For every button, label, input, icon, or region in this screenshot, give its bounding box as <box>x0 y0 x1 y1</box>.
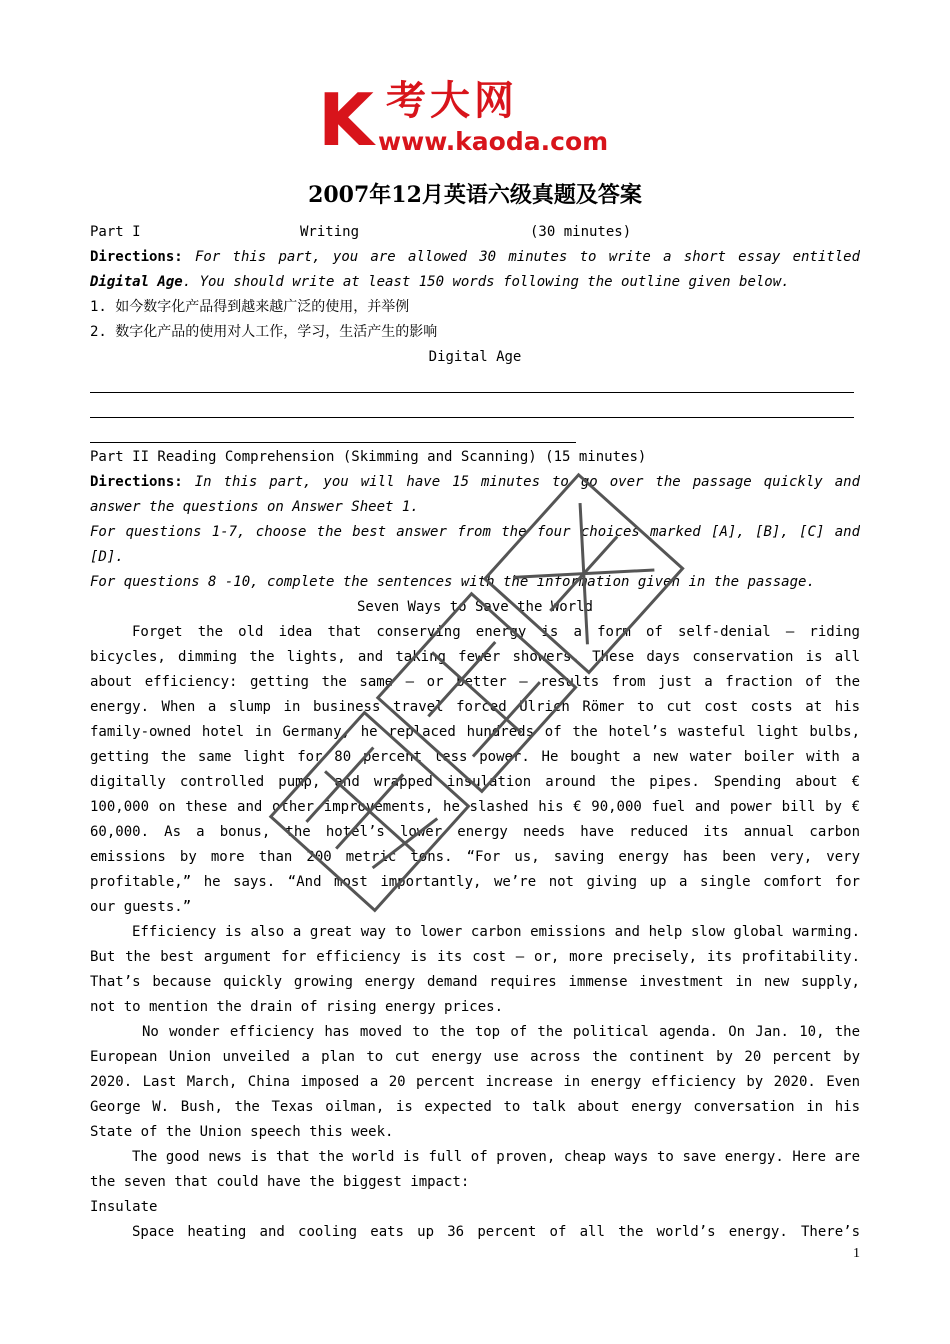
text-line: The good news is that the world is full of proven, cheap ways to save energy. Here are <box>132 1149 860 1165</box>
text-line: energy. When a slump in business travel forced Ulrich Römer to cut cost costs at his <box>90 699 860 715</box>
document-title: 2007年12月英语六级真题及答案 <box>308 182 642 208</box>
part2-directions-line: [D]. <box>90 549 124 565</box>
text-line: digitally controlled pump, and wrapped insulation around the pipes. Spending about € <box>90 774 860 790</box>
passage-title: Seven Ways to Save the World <box>356 599 593 615</box>
text-line: 2020. Last March, China imposed a 20 percent increase in energy efficiency by 2020. Even <box>90 1074 860 1090</box>
paragraph-2 <box>90 920 860 1020</box>
outline-item: 1. 如今数字化产品得到越来越广泛的使用，并举例 <box>90 299 410 315</box>
outline-item: 2. 数字化产品的使用对人工作，学习，生活产生的影响 <box>90 324 438 340</box>
text-line: our guests.” <box>90 899 192 915</box>
part1-name: Writing <box>300 224 360 240</box>
kaoda-logo <box>318 76 648 166</box>
text-line: emissions by more than 200 metric tons. “For us, saving energy has been very, very <box>90 849 860 865</box>
paragraph-1 <box>90 620 860 920</box>
text-line: No wonder efficiency has moved to the top of the political agenda. On Jan. 10, the <box>142 1024 860 1040</box>
text-line: about efficiency: getting the same — or better — results from just a fraction of the <box>90 674 860 690</box>
text-line: European Union unveiled a plan to cut energy use across the continent by 20 percent by <box>90 1049 860 1065</box>
paragraph-3 <box>90 1020 860 1145</box>
text-line: But the best argument for efficiency is its cost — or, more precisely, its profitability. <box>90 949 860 965</box>
directions-text-2: . You should write at least 150 words following the outline given below. <box>182 274 790 290</box>
part2-heading: Part II Reading Comprehension (Skimming and Scanning) (15 minutes) <box>90 449 647 465</box>
text-line: 100,000 on these and other improvements, he slashed his € 90,000 fuel and power bill by € <box>90 799 860 815</box>
directions-label: Directions: <box>90 249 183 265</box>
subheading-insulate: Insulate <box>90 1199 158 1215</box>
text-line: the seven that could have the biggest impact: <box>90 1174 470 1190</box>
paragraph-4 <box>90 1145 860 1195</box>
part2-directions-line: For questions 1-7, choose the best answer from the four choices marked [A], [B], [C] and <box>90 524 860 540</box>
text-line: family-owned hotel in Germany, he replaced hundreds of the hotel’s wasteful light bulbs, <box>90 724 860 740</box>
text-line: getting the same light for 80 percent less power. He bought a new water boiler with a <box>90 749 860 765</box>
paragraph-5 <box>90 1220 860 1245</box>
part1-header <box>90 220 860 245</box>
text-line: That’s because quickly growing energy demand requires immense investment in new supply, <box>90 974 860 990</box>
text-line: George W. Bush, the Texas oilman, is expected to talk about energy conversation in his <box>90 1099 860 1115</box>
text-line: State of the Union speech this week. <box>90 1124 394 1140</box>
text-line: profitable,” he says. “And most importantly, we’re not giving up a single comfort for <box>90 874 860 890</box>
text-line: Forget the old idea that conserving energy is a form of self-denial — riding <box>132 624 860 640</box>
logo-chinese-name: 考大网 <box>386 78 518 124</box>
logo-k-mark: K <box>318 78 374 162</box>
text-line: bicycles, dimming the lights, and taking fewer showers. These days conservation is all <box>90 649 860 665</box>
part2-directions-line: Directions: In this part, you will have 15 minutes to go over the passage quickly and <box>90 474 860 490</box>
logo-url: www.kaoda.com <box>378 127 609 156</box>
part1-directions-line1 <box>90 245 860 270</box>
text-line: Efficiency is also a great way to lower carbon emissions and help slow global warming. <box>132 924 860 940</box>
directions-label: Directions: <box>90 474 183 490</box>
text-line: 60,000. As a bonus, the hotel’s lower energy needs have reduced its annual carbon <box>90 824 860 840</box>
part1-label: Part I <box>90 224 141 240</box>
answer-line <box>90 420 860 445</box>
part2-directions-line: For questions 8 -10, complete the sentences with the information given in the passage. <box>90 574 815 590</box>
essay-title-inline: Digital Age <box>90 274 183 290</box>
part2-directions-line: answer the questions on Answer Sheet 1. <box>90 499 419 515</box>
text-line: not to mention the drain of rising energy prices. <box>90 999 504 1015</box>
answer-line <box>90 395 860 420</box>
answer-line <box>90 370 860 395</box>
part1-directions-line2 <box>90 270 860 295</box>
essay-heading: Digital Age <box>428 349 522 365</box>
document-body <box>90 220 860 1245</box>
text-line: Space heating and cooling eats up 36 percent of all the world’s energy. There’s <box>132 1224 860 1240</box>
page-number: 1 <box>853 1246 860 1261</box>
part1-time: (30 minutes) <box>530 224 632 240</box>
directions-text: For this part, you are allowed 30 minutes to write a short essay entitled <box>194 249 860 265</box>
